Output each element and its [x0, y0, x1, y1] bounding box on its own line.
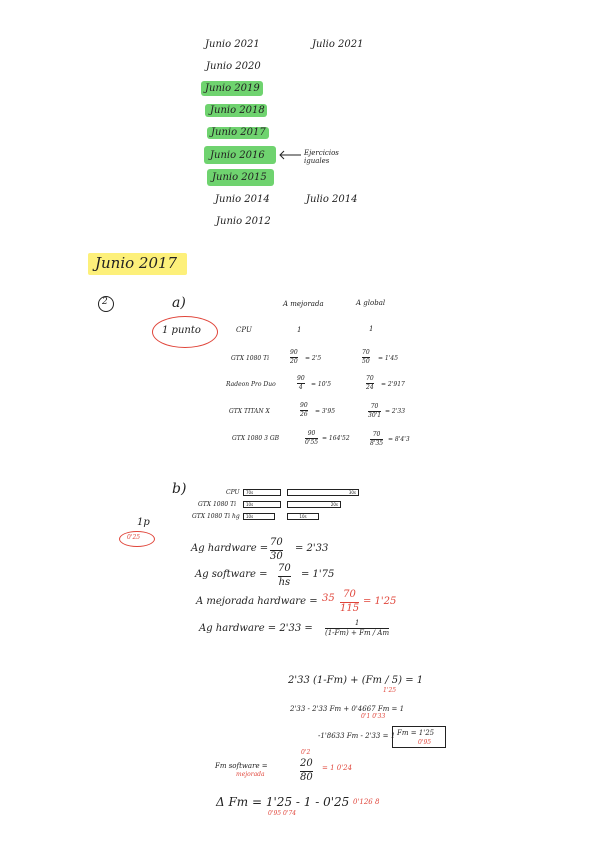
delta-red: 0'126 8	[353, 798, 380, 806]
exercise-number: 2	[102, 297, 108, 307]
eq-ag-software: Ag software =	[195, 569, 268, 580]
points-note: 1 punto	[162, 325, 201, 336]
cell-value: = 2'5	[305, 355, 322, 362]
bar-label: GTX 1080 Ti	[198, 501, 237, 508]
bar-segment: 10s	[287, 513, 319, 520]
bar-segment: 70s	[243, 489, 281, 496]
bar-segment: 20s	[287, 501, 341, 508]
fraction: 90 20	[290, 349, 298, 366]
fraction: 90 26	[300, 402, 308, 419]
bar-segment: 10s	[243, 501, 281, 508]
bar-label: GTX 1080 Ti hg	[192, 513, 240, 520]
fraction: 70 30	[270, 537, 283, 562]
exam-item: Junio 2017	[211, 127, 266, 138]
result-box-text: Fm = 1'25	[397, 729, 435, 737]
fraction: 70 30'1	[368, 403, 382, 420]
bar-label: CPU	[226, 489, 240, 496]
fm-top-red: 0'2	[301, 749, 311, 756]
fraction: 70 50	[362, 349, 370, 366]
row-name: CPU	[236, 326, 252, 334]
eq-red-value: = 1'25	[363, 596, 397, 607]
row-name: GTX TITAN X	[229, 408, 270, 415]
fm-software-label: Fm software =	[215, 762, 268, 770]
cell-value: = 10'5	[311, 381, 332, 388]
eq-value: = 2'33	[295, 543, 329, 554]
fm-value: = 1 0'24	[322, 764, 353, 772]
cell-value: = 2'917	[381, 381, 405, 388]
exam-item: Junio 2014	[215, 194, 270, 205]
exam-item: Junio 2018	[210, 105, 265, 116]
row-name: GTX 1080 3 GB	[232, 435, 280, 442]
eq-ag-hardware-full: Ag hardware = 2'33 =	[199, 623, 313, 634]
arrow-left-icon	[278, 150, 302, 160]
result-box-red: 0'95	[418, 739, 432, 746]
fraction: 70 24	[366, 375, 374, 392]
part-b-label: b)	[172, 481, 187, 497]
eq-red-value: 35	[322, 593, 335, 604]
row-name: Radeon Pro Duo	[226, 381, 276, 388]
fraction-red: 70 115	[340, 589, 360, 614]
cell-value: = 1'45	[378, 355, 399, 362]
delta-sub-red: 0'95 0'74	[268, 810, 297, 817]
eq-value: = 1'75	[301, 569, 335, 580]
cell-value: = 3'95	[315, 408, 336, 415]
fraction: 20 80	[300, 758, 313, 783]
fraction: 90 4	[297, 375, 305, 392]
fm-software-red: mejorada	[236, 771, 265, 778]
exam-item: Junio 2012	[216, 216, 271, 227]
step-1-red: 1'25	[383, 687, 397, 694]
note-ejercicios-iguales: Ejercicios iguales	[304, 149, 339, 165]
step-2: 2'33 - 2'33 Fm + 0'4667 Fm = 1	[290, 705, 405, 713]
bar-segment: 30s	[287, 489, 359, 496]
cell-value: = 164'52	[322, 435, 350, 442]
fraction: 1 (1-Fm) + Fm / Am	[325, 619, 390, 638]
points-b-red: 0'25	[127, 534, 141, 541]
exam-item: Junio 2016	[210, 150, 265, 161]
fraction: 90 0'55	[305, 430, 319, 447]
part-a-label: a)	[172, 295, 186, 311]
cell-value: = 8'4'3	[388, 436, 410, 443]
section-title: Junio 2017	[95, 254, 178, 272]
step-2-red: 0'1 0'33	[361, 713, 386, 720]
step-3: -1'8633 Fm - 2'33 = 1	[318, 732, 396, 740]
fraction: 70 8'35	[370, 431, 384, 448]
bar-segment: 10s	[243, 513, 275, 520]
exam-item: Junio 2020	[206, 61, 261, 72]
points-b: 1p	[137, 517, 150, 528]
cell-a-mejorada: 1	[297, 326, 302, 334]
eq-ag-hardware: Ag hardware =	[191, 543, 269, 554]
row-name: GTX 1080 Ti	[231, 355, 270, 362]
header-a-global: A global	[356, 299, 386, 307]
header-a-mejorada: A mejorada	[283, 300, 324, 308]
cell-a-global: 1	[369, 325, 374, 333]
eq-a-mejorada-hardware: A mejorada hardware =	[196, 596, 318, 607]
exam-item-right: Julio 2014	[306, 194, 358, 205]
exam-item: Junio 2015	[212, 172, 267, 183]
fraction: 70 hs	[278, 563, 291, 588]
exam-item: Junio 2021	[205, 39, 260, 50]
step-1: 2'33 (1-Fm) + (Fm / 5) = 1	[288, 675, 424, 686]
delta-fm: Δ Fm = 1'25 - 1 - 0'25	[216, 795, 350, 809]
exam-item: Junio 2019	[205, 83, 260, 94]
exam-item-right: Julio 2021	[312, 39, 364, 50]
cell-value: = 2'33	[385, 408, 406, 415]
